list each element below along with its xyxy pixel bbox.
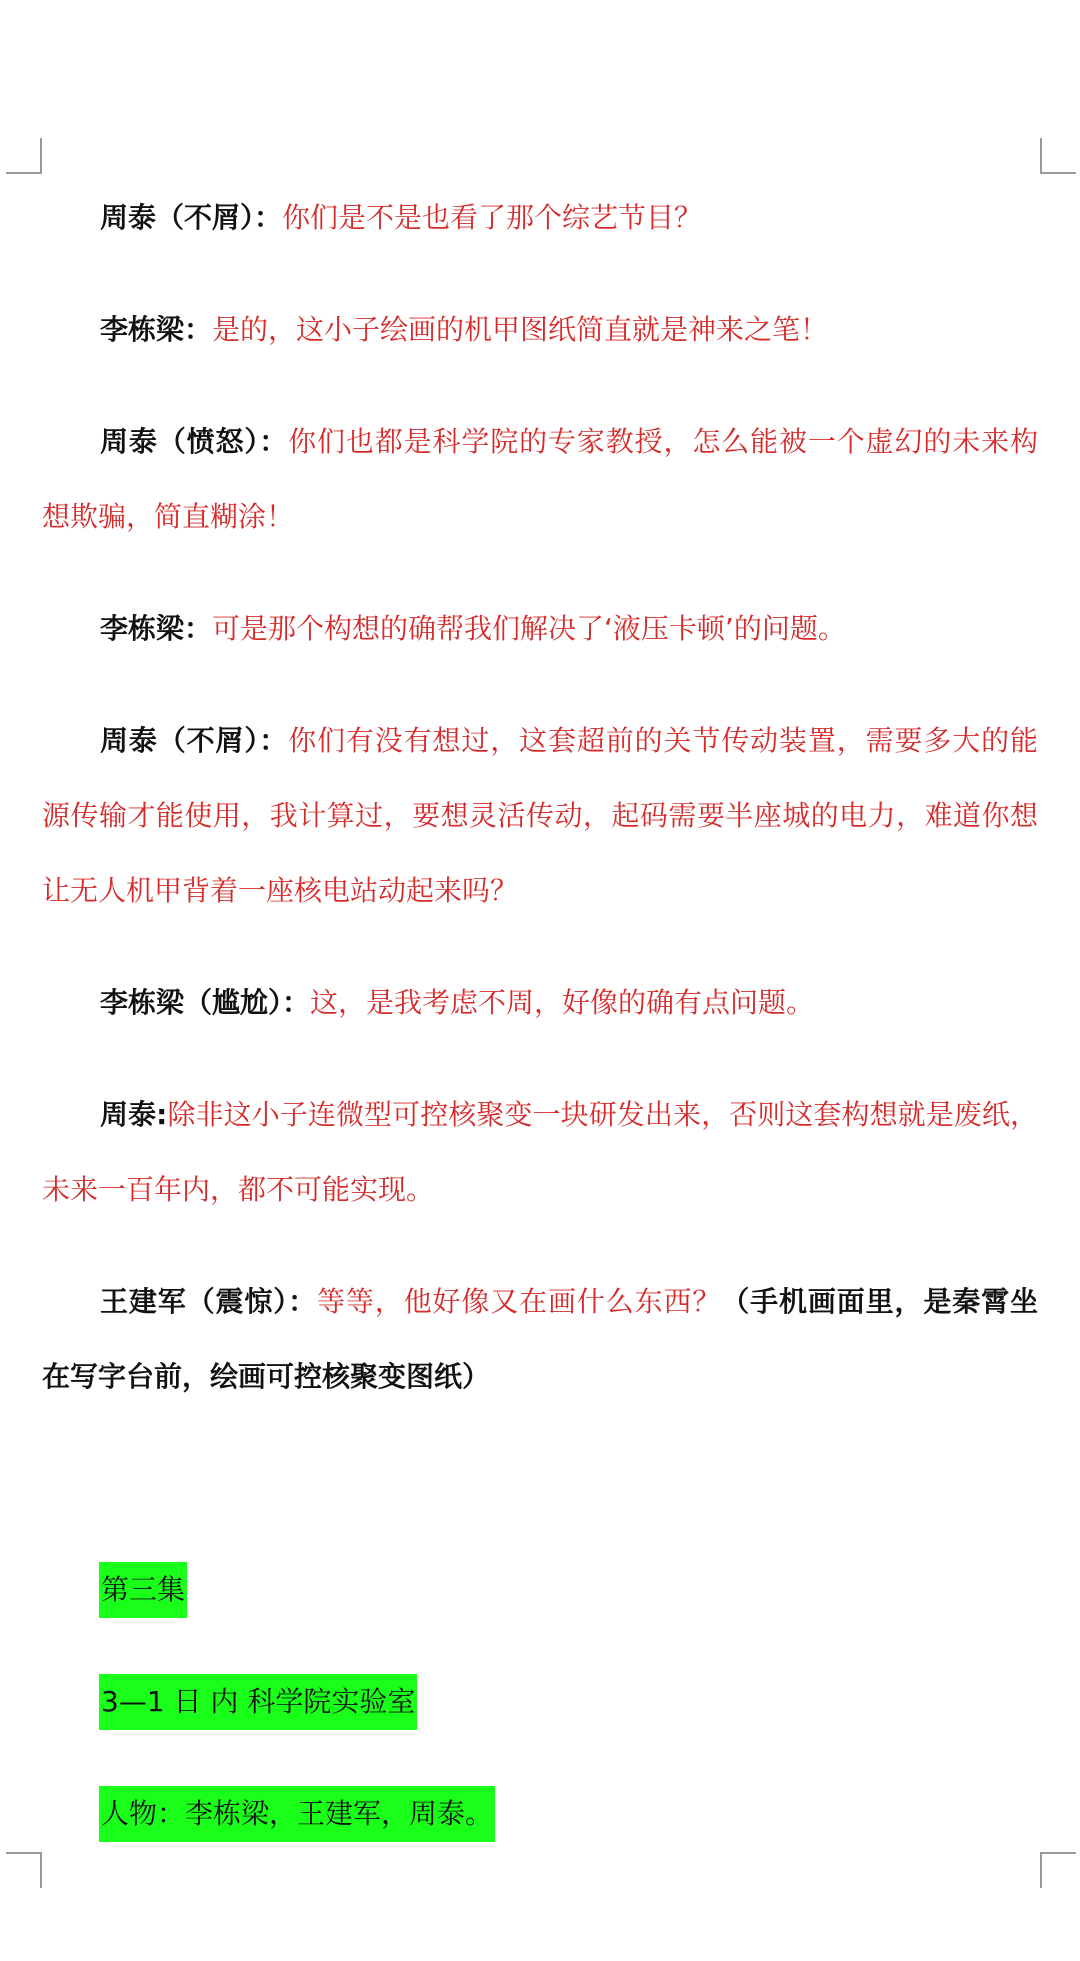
dialogue-paragraph: [42, 180, 1038, 255]
crop-mark-bottom-left: [6, 1852, 42, 1888]
dialogue-line: 这，是我考虑不周，好像的确有点问题。: [310, 986, 815, 1019]
speaker-name: 王建军（震惊）：: [100, 1285, 317, 1318]
character-list: 人物：李栋梁，王建军，周泰。: [99, 1786, 495, 1842]
script-body: [42, 180, 1038, 1451]
dialogue-line: 可是那个构想的确帮我们解决了‘液压卡顿’的问题。: [212, 612, 846, 645]
speaker-name: 周泰（愤怒）：: [100, 425, 289, 458]
dialogue-paragraph: [42, 591, 1038, 666]
dialogue-paragraph: [42, 965, 1038, 1040]
scene-header: [99, 1562, 495, 1898]
crop-mark-top-right: [1040, 138, 1076, 174]
speaker-name: 周泰（不屑）：: [100, 201, 283, 234]
dialogue-line: 是的，这小子绘画的机甲图纸简直就是神来之笔！: [212, 313, 829, 346]
stage-direction: （手机画面里，是秦霄坐在写字台前，绘画可控核聚变图纸）: [42, 1285, 1038, 1393]
crop-mark-bottom-right: [1040, 1852, 1076, 1888]
dialogue-paragraph: [42, 703, 1038, 928]
speaker-name: 周泰（不屑）：: [100, 724, 289, 757]
dialogue-line: 你们有没有想过，这套超前的关节传动装置，需要多大的能源传输才能使用，我计算过，要想灵活传动，起码需要半座城的电力，难道你想让无人机甲背着一座核电站动起来吗？: [42, 724, 1038, 907]
dialogue-paragraph: [42, 404, 1038, 554]
speaker-name: 李栋梁（尴尬）：: [100, 986, 311, 1019]
speaker-name: 李栋梁：: [100, 612, 213, 645]
dialogue-line: 等等，他好像又在画什么东西？: [317, 1285, 722, 1318]
crop-mark-top-left: [6, 138, 42, 174]
episode-title: 第三集: [99, 1562, 187, 1618]
speaker-name: 周泰:: [100, 1098, 168, 1131]
dialogue-paragraph: [42, 292, 1038, 367]
dialogue-paragraph: [42, 1077, 1038, 1227]
dialogue-line: 你们是不是也看了那个综艺节目？: [282, 201, 703, 234]
dialogue-line: 除非这小子连微型可控核聚变一块研发出来，否则这套构想就是废纸，未来一百年内，都不可能实现。: [42, 1098, 1038, 1206]
speaker-name: 李栋梁：: [100, 313, 213, 346]
dialogue-line: 你们也都是科学院的专家教授，怎么能被一个虚幻的未来构想欺骗，简直糊涂！: [42, 425, 1038, 533]
dialogue-paragraph: [42, 1264, 1038, 1414]
scene-heading: 3—1 日 内 科学院实验室: [99, 1674, 417, 1730]
